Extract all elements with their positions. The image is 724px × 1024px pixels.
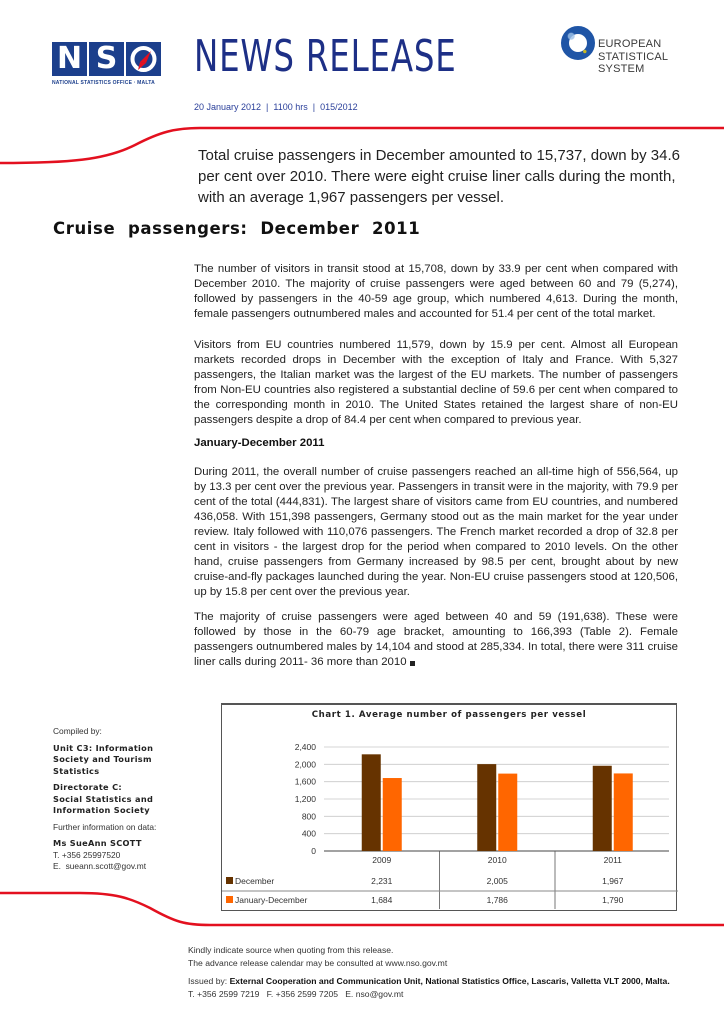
table-value: 1,967	[602, 876, 624, 886]
further-info-label: Further information on data:	[53, 821, 157, 832]
table-value: 2,005	[486, 876, 508, 886]
compiling-unit: Unit C3: Information Society and Tourism Statistics	[53, 742, 154, 776]
bar-december	[362, 754, 381, 851]
y-tick-label: 2,000	[294, 759, 316, 770]
nso-logo-letter: N	[52, 42, 87, 76]
bar-jan-dec	[614, 773, 633, 851]
footer-contacts: T. +356 2599 7219 F. +356 2599 7205 E. nso@gov.mt	[188, 988, 404, 999]
ess-logo-line: SYSTEM	[598, 63, 645, 75]
table-value: 2,231	[371, 876, 393, 886]
bar-december	[593, 766, 612, 851]
category-label: 2009	[372, 855, 392, 865]
sidebar-contact	[53, 726, 178, 873]
table-value: 1,790	[602, 895, 624, 905]
paragraph-4-wrap	[194, 610, 678, 670]
contact-phone: T. +356 25997520	[53, 849, 121, 860]
page-title: NEWS RELEASE	[194, 31, 457, 82]
y-tick-label: 800	[301, 811, 316, 822]
legend-swatch-icon	[226, 896, 233, 903]
y-tick-label: 0	[311, 846, 316, 856]
footer-issued-by	[188, 975, 670, 988]
chart-passengers-per-vessel	[221, 703, 677, 911]
nso-logo-subtitle: NATIONAL STATISTICS OFFICE · MALTA	[52, 80, 155, 86]
footer-source-note: Kindly indicate source when quoting from this release.	[188, 945, 394, 955]
issued-by-label: Issued by:	[188, 976, 230, 986]
contact-name: Ms SueAnn SCOTT	[53, 838, 142, 848]
table-value: 1,786	[486, 895, 508, 905]
chart-plot	[222, 705, 678, 913]
legend-swatch-icon	[226, 877, 233, 884]
compiled-by-label: Compiled by:	[53, 726, 102, 736]
bar-december	[477, 764, 496, 851]
ess-logo-line: STATISTICAL	[598, 50, 669, 63]
issued-by-unit: External Cooperation and Communication Unit, National Statistics Office, Lascaris, Valletta VLT 2000, Malta.	[229, 976, 670, 986]
compass-icon	[126, 42, 161, 76]
ess-logo-line: EUROPEAN	[598, 38, 662, 50]
contact-email[interactable]: E. sueann.scott@gov.mt	[53, 861, 147, 871]
bar-jan-dec	[498, 774, 517, 851]
directorate-name: Social Statistics and Information Society	[53, 793, 154, 815]
nso-logo-compass-icon	[126, 42, 161, 76]
category-label: 2010	[487, 855, 507, 865]
y-tick-label: 2,400	[294, 742, 316, 752]
footer-calendar-note: The advance release calendar may be consulted at www.nso.gov.mt	[188, 957, 448, 968]
paragraph-3: During 2011, the overall number of cruise passengers reached an all-time high of 556,564, up by 13.3 per cent over the previous year. Passengers in transit were in the majority, with 79.9 per cent of the total (444,831). The largest share of visitors came from EU countries, and numbered 436,058. With 151,398 passengers, Germany stood out as the main market for the year under review. Italy followed with 110,076 passengers. The French market recorded a drop of 32.8 per cent in visitors - the largest drop for the period when compared to 2010 levels. On the other hand, cruise passengers from Germany increased by 98.5 per cent, brought about by new cruise-and-fly packages launched during the year. Non-EU cruise passengers stood at 120,506, up by 15.8 per cent over the previous year.	[194, 466, 678, 598]
bar-jan-dec	[383, 778, 402, 851]
subheading-jan-dec: January-December 2011	[194, 437, 325, 449]
table-value: 1,684	[371, 895, 393, 905]
section-title: Cruise passengers: December 2011	[53, 219, 421, 238]
legend-label: December	[235, 876, 275, 886]
legend-label: January-December	[235, 895, 308, 905]
dateline: 20 January 2012 | 1100 hrs | 015/2012	[194, 102, 358, 112]
end-marker-icon	[410, 661, 415, 666]
category-label: 2011	[603, 855, 622, 865]
directorate-line: Directorate C:	[53, 782, 122, 792]
ess-logo	[558, 26, 708, 76]
footer	[188, 944, 670, 1000]
y-tick-label: 1,200	[294, 794, 316, 804]
paragraph-4: The majority of cruise passengers were aged between 40 and 59 (191,638). These were followed by those in the 60-79 age bracket, amounting to 166,393 (Table 2). Female passengers outnumbered males by 14,104 and stood at 285,334. In total, there were 311 cruise liner calls during 2011- 36 more than 2010	[194, 611, 678, 668]
lead-summary: Total cruise passengers in December amounted to 15,737, down by 34.6 per cent over 2010. There were eight cruise liner calls during the month, with an average 1,967 passengers per vessel.	[198, 147, 680, 206]
nso-logo-letter: S	[89, 42, 124, 76]
y-tick-label: 1,600	[294, 776, 316, 787]
chart-title: Chart 1. Average number of passengers per vessel	[311, 710, 587, 720]
ess-star-ring-icon	[561, 26, 595, 60]
y-tick-label: 400	[301, 828, 316, 839]
paragraph-2: Visitors from EU countries numbered 11,579, down by 15.9 per cent. Almost all European markets recorded drops in December with the exception of Italy and France. With 5,327 passengers, the Italian market was the largest of the EU markets. The number of passengers from Non-EU countries also registered a substantial decline of 59.6 per cent when compared to the corresponding month in 2010. The United States retained the largest share of non-EU passengers despite a drop of 84.4 per cent when compared to previous year.	[194, 339, 678, 426]
nso-logo	[52, 42, 164, 92]
paragraph-1: The number of visitors in transit stood at 15,708, down by 33.9 per cent when compared with December 2010. The majority of cruise passengers were aged between 60 and 79 (5,274), followed by passengers in the 40-59 age group, which numbered 4,613. During the month, female passengers outnumbered males and accounted for 51.4 per cent of the total market.	[194, 263, 678, 320]
